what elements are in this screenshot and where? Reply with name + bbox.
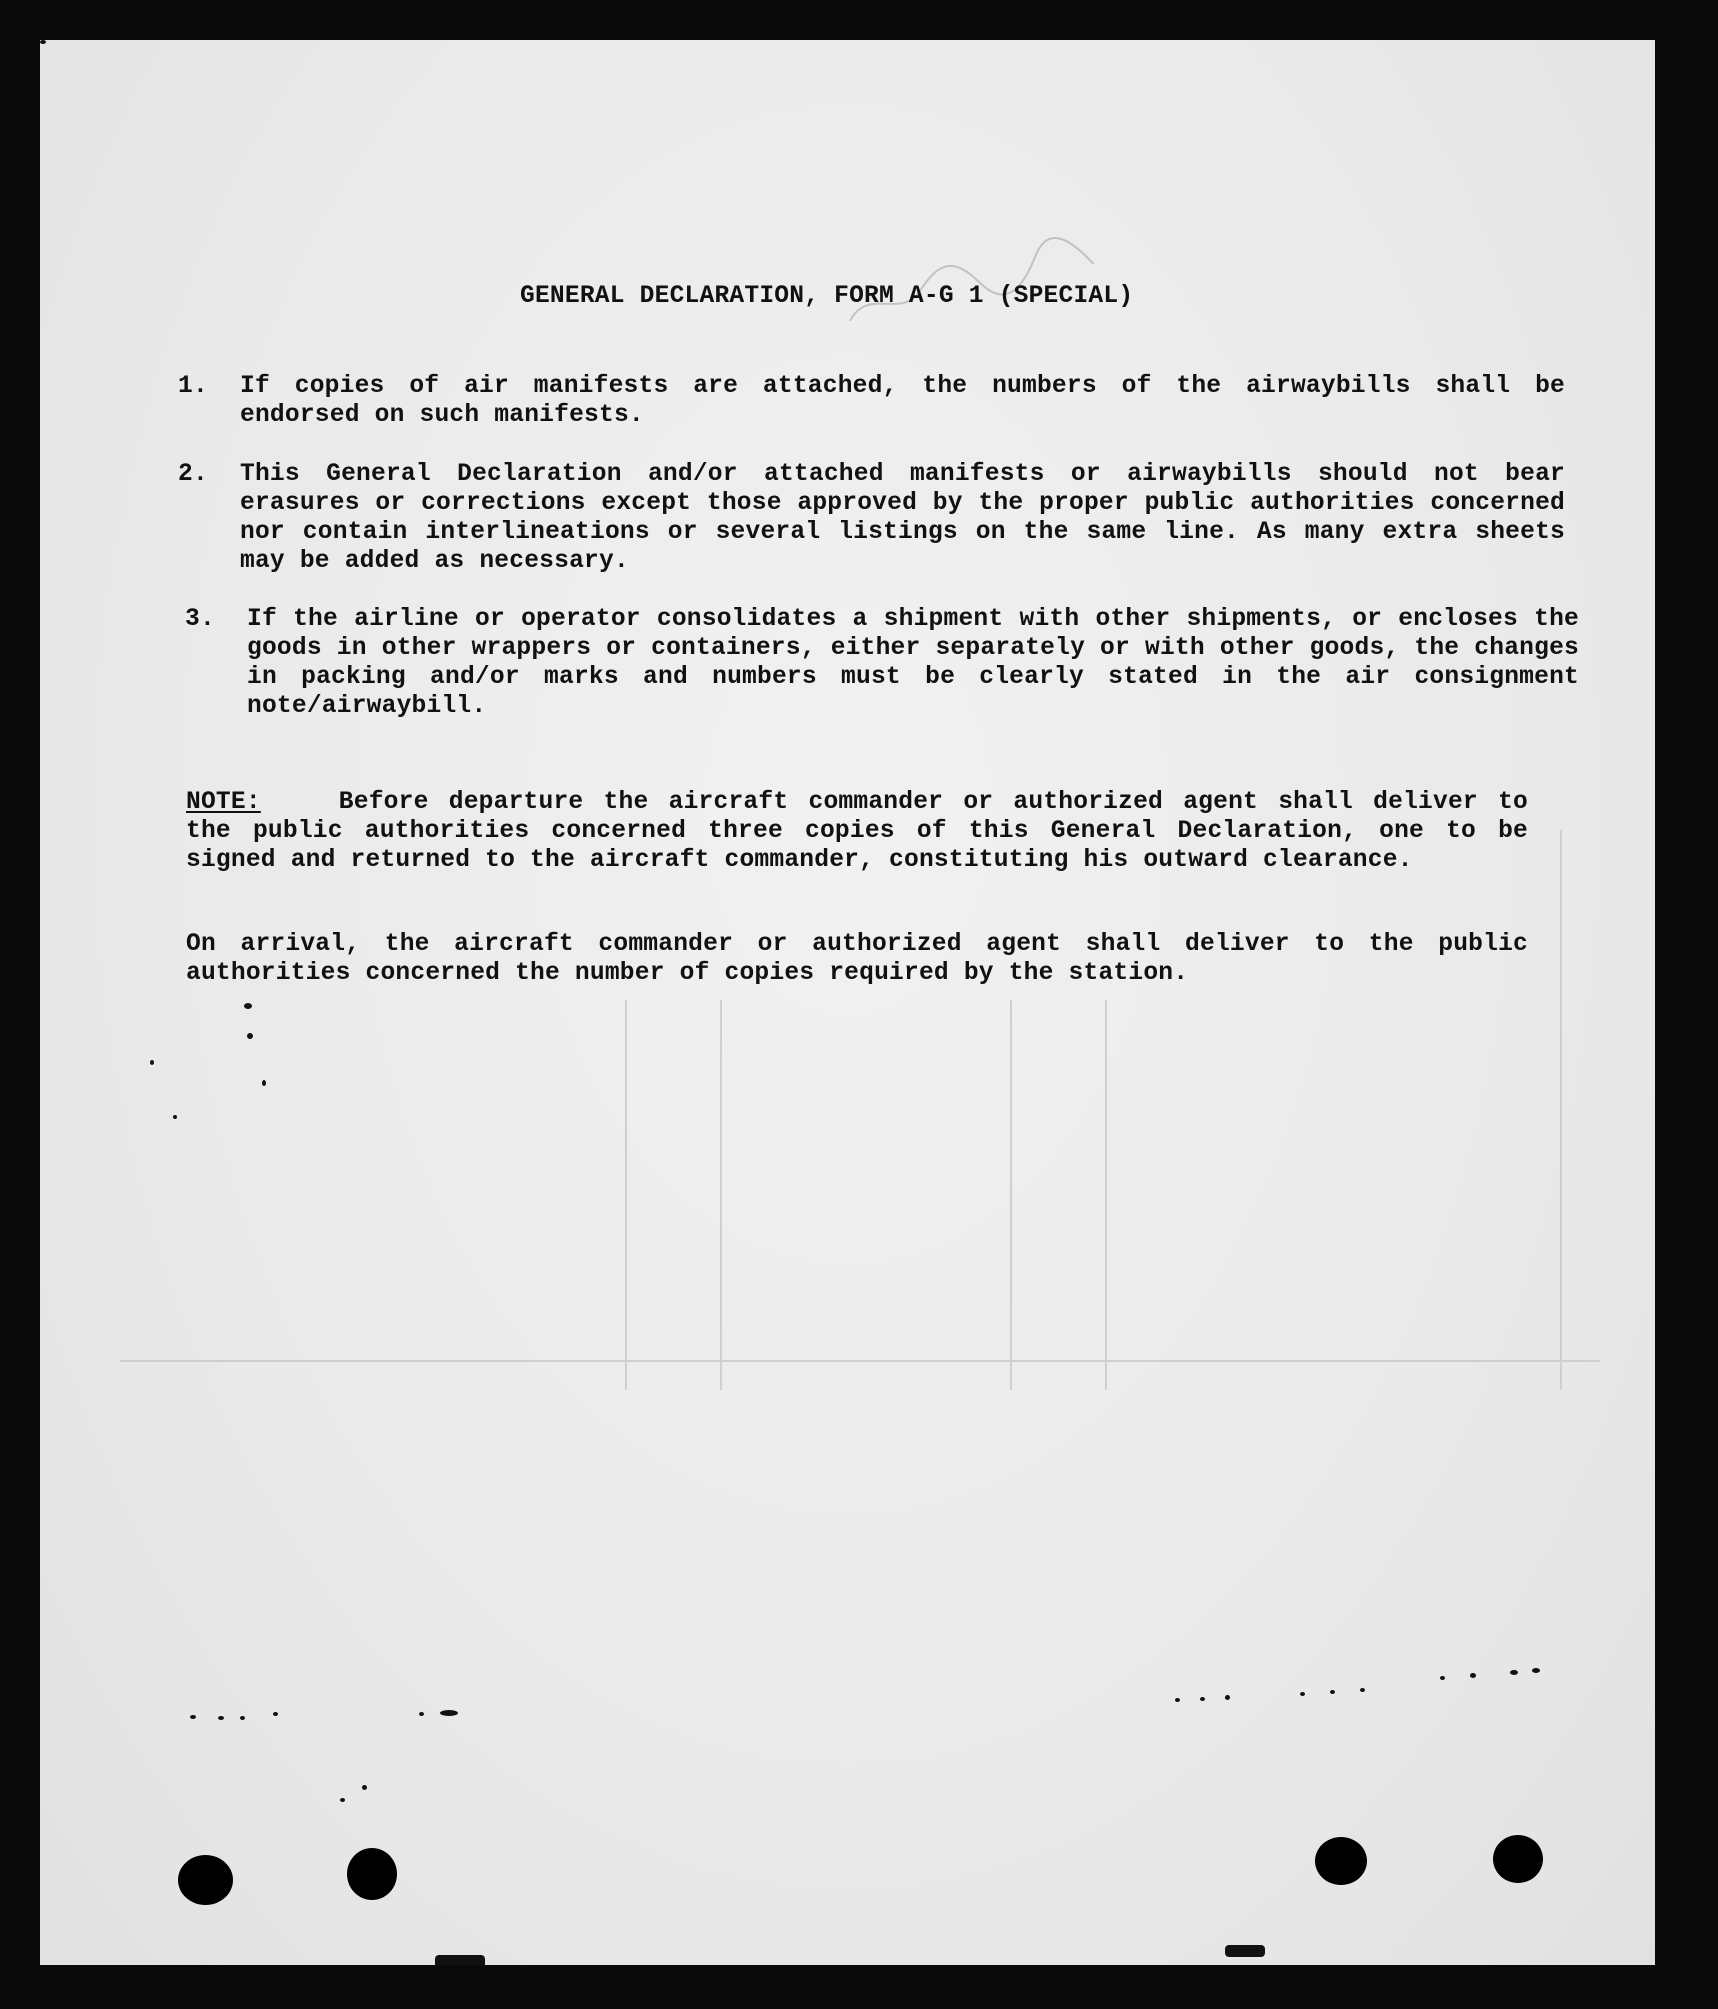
ink-speck [244, 1003, 252, 1009]
show-through-text [510, 1780, 555, 1845]
item-text: If the airline or operator consolidates a shipment with other shipments, or encloses the goods in other wrappers or containers, either separately or with other goods, the changes in packing and/or marks and numbers must be clearly stated in the air consignment note/airwaybill. [247, 606, 1579, 720]
ink-speck [218, 1716, 224, 1720]
show-through-rule [1105, 1000, 1107, 1390]
ink-speck [1225, 1695, 1230, 1700]
item-number: 3. [185, 606, 215, 633]
punch-hole [347, 1848, 397, 1900]
ink-speck [1330, 1690, 1335, 1694]
note-paragraph [186, 788, 1528, 875]
item-text: If copies of air manifests are attached, the numbers of the airwaybills shall be endorsed on such manifests. [240, 373, 1565, 429]
ink-speck [173, 1115, 177, 1119]
ink-speck [1532, 1668, 1540, 1673]
ink-speck [362, 1785, 367, 1790]
document-title: GENERAL DECLARATION, FORM A-G 1 (SPECIAL) [520, 283, 1134, 310]
ink-speck [1470, 1673, 1476, 1678]
show-through-rule [625, 1000, 627, 1390]
ink-speck [440, 1710, 458, 1716]
ink-speck [1200, 1697, 1205, 1701]
item-text: This General Declaration and/or attached manifests or airwaybills should not bear erasures or corrections except those approved by the proper public authorities concerned nor contain interlineations or several listings on the same line. As many extra sheets may be added as necessary. [240, 461, 1565, 575]
arrival-paragraph: On arrival, the aircraft commander or authorized agent shall deliver to the public authorities concerned the number of copies required by the station. [186, 931, 1528, 987]
torn-edge [1225, 1945, 1265, 1957]
ink-speck [240, 1716, 245, 1720]
ink-speck [262, 1080, 266, 1086]
ink-speck [1510, 1670, 1518, 1675]
punch-hole [1315, 1837, 1367, 1885]
item-number: 2. [178, 461, 208, 488]
note-text: Before departure the aircraft commander or authorized agent shall deliver to the public authorities concerned three copies of this General Declaration, one to be signed and returned to the aircraft commander, constituting his outward clearance. [186, 789, 1528, 874]
show-through-rule [120, 1360, 1600, 1362]
ink-speck [247, 1033, 253, 1039]
note-label: NOTE: [186, 789, 261, 816]
ink-speck [419, 1712, 424, 1716]
show-through-rule [1010, 1000, 1012, 1390]
ink-speck [273, 1712, 278, 1716]
ink-speck [40, 40, 46, 44]
torn-edge [435, 1955, 485, 1965]
ink-speck [340, 1798, 345, 1802]
item-number: 1. [178, 373, 208, 400]
punch-hole [178, 1855, 233, 1905]
punch-hole [1493, 1835, 1543, 1883]
ink-speck [150, 1060, 154, 1065]
ink-speck [1175, 1698, 1180, 1702]
ink-speck [1360, 1688, 1365, 1692]
ink-speck [1440, 1676, 1445, 1680]
paper-sheet [40, 40, 1655, 1965]
ink-speck [1300, 1692, 1305, 1696]
show-through-rule [720, 1000, 722, 1390]
ink-speck [190, 1715, 196, 1719]
show-through-rule [1560, 830, 1562, 1390]
